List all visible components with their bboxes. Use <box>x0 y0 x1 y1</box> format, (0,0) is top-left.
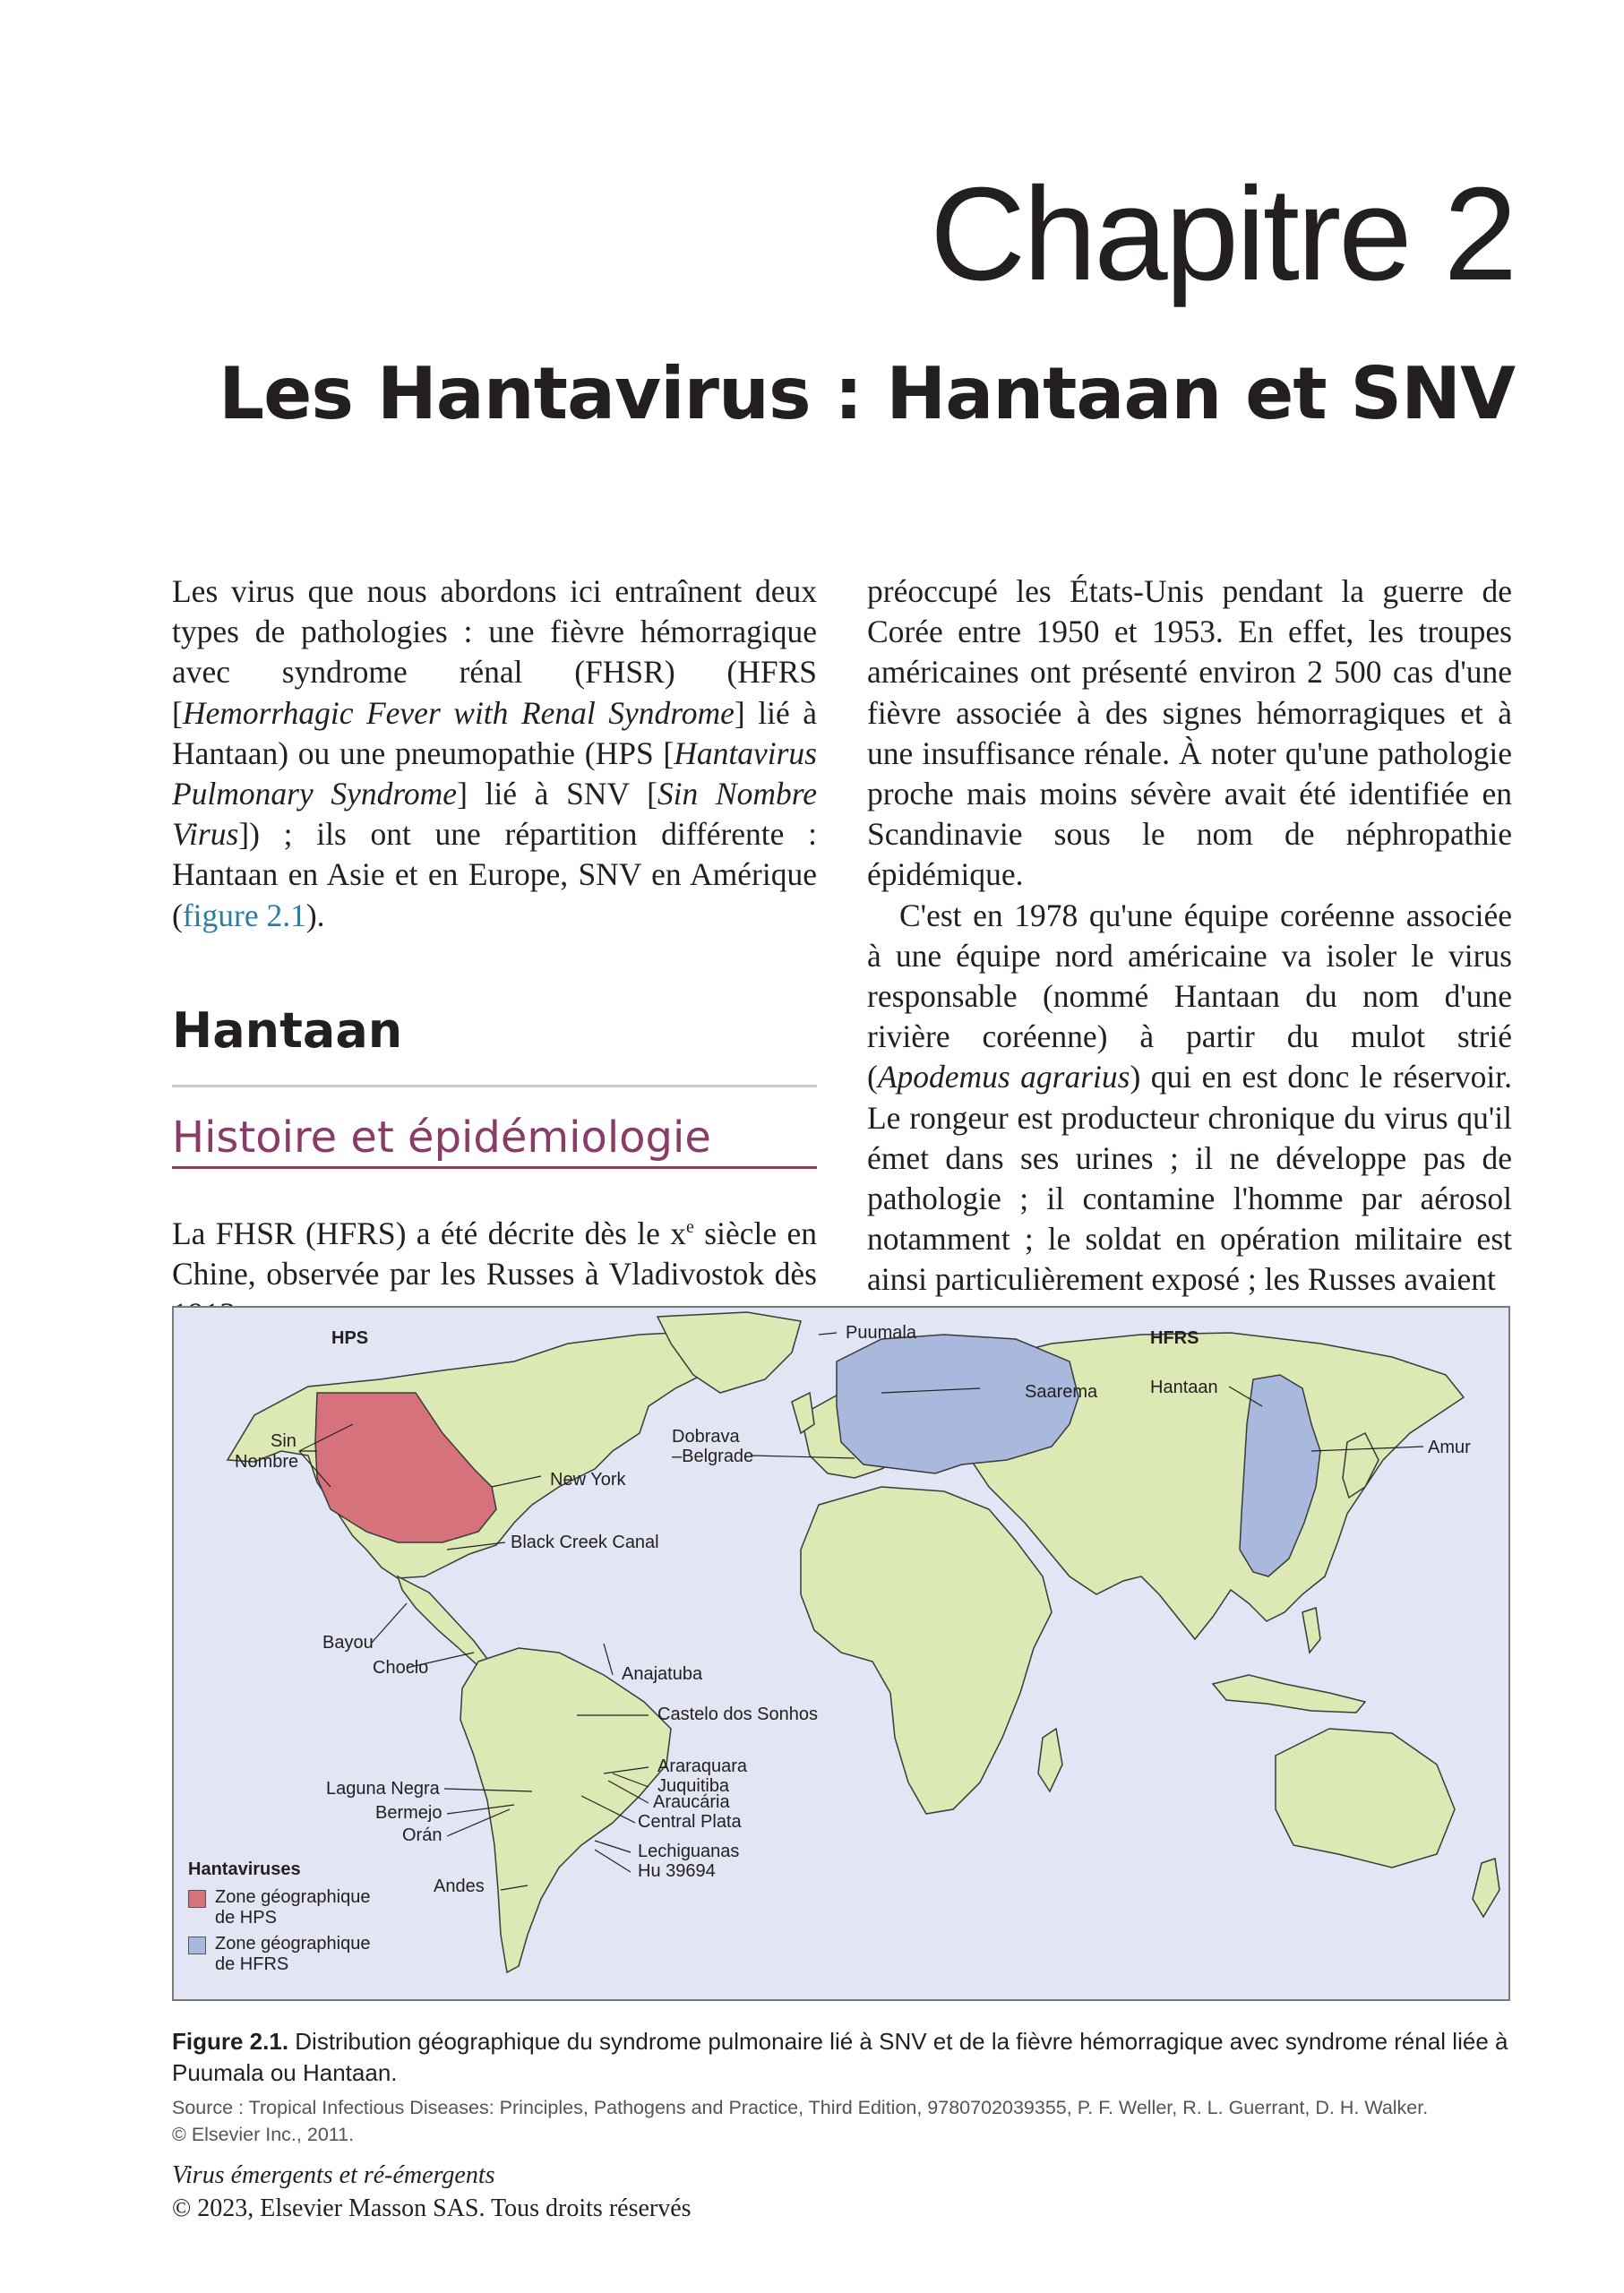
text: ). <box>305 897 325 933</box>
hfrs-swatch <box>188 1937 206 1954</box>
chapter-title: Les Hantavirus : Hantaan et SNV <box>219 352 1515 435</box>
source-copyright: © Elsevier Inc., 2011. <box>172 2124 355 2145</box>
legend-text: de HFRS <box>215 1954 289 1974</box>
chapter-number: Chapitre 2 <box>930 160 1515 308</box>
legend-text-hfrs <box>215 1934 370 1975</box>
label-puumala: Puumala <box>846 1323 916 1343</box>
figure-caption <box>172 2026 1510 2089</box>
legend-text: Zone géographique <box>215 1887 371 1907</box>
legend-item-hps <box>188 1887 370 1928</box>
footer-book-title: Virus émergents et ré-émergents <box>172 2161 495 2189</box>
text: C'est en 1978 qu'une équipe coréenne associée à une équipe nord américaine va isoler le virus responsable (nommé Hantaan du nom d'une rivière coréenne) à partir du mulot strié ( <box>867 897 1512 1095</box>
label-bermejo: Bermejo <box>375 1803 443 1823</box>
label-castelo-dos-sonhos: Castelo dos Sonhos <box>657 1705 819 1724</box>
label-saarema: Saarema <box>1025 1382 1098 1402</box>
label-new-york: New York <box>550 1470 626 1490</box>
figure-reference-link[interactable]: figure 2.1 <box>182 897 306 933</box>
italic-term: Sin Nombre Virus <box>172 776 818 853</box>
isolation-paragraph <box>867 896 1512 1301</box>
text: siècle en Chine, observée par les Russes à Vladivostok dès <box>172 1215 817 1292</box>
label-laguna-negra: Laguna Negra <box>326 1779 440 1799</box>
korea-paragraph: préoccupé les États-Unis pendant la guerre de Corée entre 1950 et 1953. En effet, les troupes américaines ont présenté environ 2 500 cas d'une fièvre associée à des signes hémorragiques et à une insuffisance rénale. À noter qu'une pathologie proche mais moins sévère avait été identifiée en Scandinavie sous le nom de néphropathie épidémique. <box>867 573 1512 893</box>
label-andes: Andes <box>434 1876 485 1896</box>
world-map <box>174 1308 1508 1999</box>
label-bayou: Bayou <box>322 1633 374 1653</box>
section-divider <box>172 1085 817 1087</box>
label-hu-39694: Hu 39694 <box>638 1861 716 1881</box>
right-column <box>867 571 1512 1301</box>
caption-label: Figure 2.1. <box>172 2028 289 2055</box>
label-amur: Amur <box>1428 1438 1471 1457</box>
legend-item-hfrs <box>188 1934 370 1975</box>
label-juquitiba: Juquitiba <box>657 1776 730 1796</box>
map-legend <box>188 1859 370 1980</box>
text: ]) ; ils ont une répartition différente : Hantaan en Asie et en Europe, SNV en Amérique ( <box>172 816 817 933</box>
hps-region-title: HPS <box>331 1328 369 1348</box>
intro-paragraph <box>172 571 817 936</box>
legend-title: Hantaviruses <box>188 1859 301 1879</box>
figure-source <box>172 2094 1516 2148</box>
label-dobrava-2: –Belgrade <box>672 1447 754 1466</box>
legend-text-hps <box>215 1887 370 1928</box>
legend-text: de HPS <box>215 1908 277 1928</box>
world-map-figure <box>172 1306 1510 2001</box>
italic-term: Hantavirus Pulmonary Syndrome <box>172 734 817 812</box>
italic-term: Apodemus agrarius <box>877 1059 1130 1095</box>
text: ] lié à SNV [ <box>457 776 657 812</box>
section-heading: Hantaan <box>172 1001 403 1059</box>
subsection-divider <box>172 1166 817 1169</box>
left-column <box>172 571 817 1335</box>
source-line: Source : Tropical Infectious Diseases: Principles, Pathogens and Practice, Third Edition, 9780702039355, P. F. Weller, R. L. Guerrant, D. H. Walker. <box>172 2097 1429 2118</box>
text: ) qui en est donc le réservoir. Le rongeur est producteur chronique du virus qu'il émet dans ses urines ; il ne développe pas de pathologie ; il contamine l'homme par aérosol notamment ; le soldat en opération militaire est ainsi particulièrement exposé ; les Russes avaient <box>867 1059 1513 1298</box>
label-choclo: Choclo <box>373 1658 429 1678</box>
caption-text: Distribution géographique du syndrome pulmonaire lié à SNV et de la fièvre hémorragique avec syndrome rénal liée à Puumala ou Hantaan. <box>172 2028 1508 2086</box>
label-anajatuba: Anajatuba <box>622 1664 703 1684</box>
subsection-heading: Histoire et épidémiologie <box>172 1112 711 1163</box>
text: ] lié à Hantaan) ou une pneumopathie (HPS [ <box>172 694 817 771</box>
footer-copyright: © 2023, Elsevier Masson SAS. Tous droits réservés <box>172 2194 692 2222</box>
label-dobrava: Dobrava <box>672 1427 740 1447</box>
label-central-plata: Central Plata <box>638 1812 742 1832</box>
label-araraquara: Araraquara <box>657 1756 748 1776</box>
italic-term: Hemorrhagic Fever with Renal Syndrome <box>182 694 735 731</box>
text: Les virus que nous abordons ici entraînent deux types de pathologies : une fièvre hémorragique avec syndrome rénal (FHSR) (HFRS [ <box>172 573 817 731</box>
label-oran: Orán <box>402 1825 443 1845</box>
label-lechiguanas: Lechiguanas <box>638 1842 740 1861</box>
text: La FHSR (HFRS) a été décrite dès le x <box>172 1215 687 1251</box>
legend-text: Zone géographique <box>215 1934 371 1954</box>
label-sin-nombre-2: Nombre <box>235 1452 299 1472</box>
label-sin-nombre: Sin <box>271 1431 296 1451</box>
label-araucaria: Araucária <box>653 1792 730 1812</box>
hps-swatch <box>188 1890 206 1908</box>
superscript: e <box>686 1217 694 1237</box>
label-hantaan: Hantaan <box>1150 1378 1218 1397</box>
hfrs-region-title: HFRS <box>1150 1328 1199 1348</box>
label-black-creek-canal: Black Creek Canal <box>511 1533 659 1552</box>
